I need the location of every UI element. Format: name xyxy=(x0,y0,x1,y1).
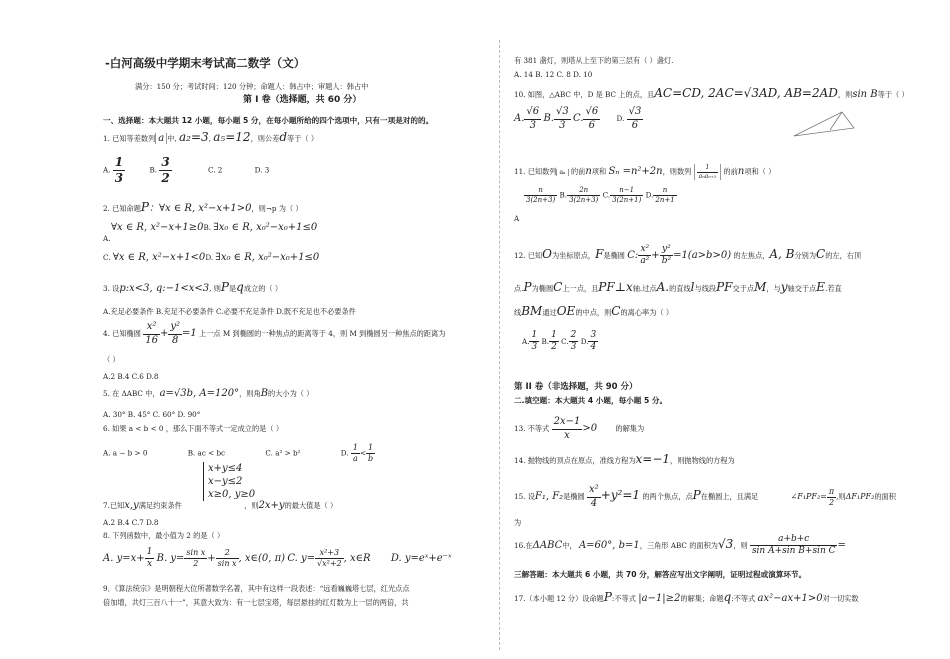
part1-heading: 第 I 卷（选择题，共 60 分） xyxy=(243,95,362,105)
question-7: 7.已知x,y满足约束条件 ，则2x+y的最大值是（ ） xyxy=(103,500,338,511)
question-11-options: $\frac{n}{3(2n+3)}$ B. $\frac{2n}{3(2n+3)}$ C. $\frac{n-1}{3(2n+1)}$ D. $\frac{n}{2n+1}$ xyxy=(526,186,675,204)
question-2-options-cd: C. ∀x ∈ R, x²−x+1<0D. ∃x₀ ∈ R, x₀²−x₀+1≤0 xyxy=(103,252,320,263)
part2-heading: 第 II 卷（非选择题，共 90 分） xyxy=(514,382,638,392)
question-12-line-1: 12. 已知O为坐标原点，F是椭圆 C: $\frac{\text{x²}}{\text{a²}}$ + $\frac{\text{y²}}{\text{b²}}$ =1(a>b>0) 的左焦点，A, B分别为C的左，右顶 xyxy=(514,244,862,267)
question-11-label-a: A xyxy=(514,214,520,223)
question-8-options: A. y=x+ $\frac{1}{x}$ B. y= $\frac{\text{sin x}}{2}$ + $\frac{2}{\text{sin x}}$ , x∈(0, π) C. y= $\frac{\text{x²+3}}{\text{√x²+2}}$ , x∈R D. y=eˣ+e⁻ˣ xyxy=(103,547,452,570)
question-9-line-2: 倍加增，共灯三百八十一”，其意大致为：有一七层宝塔，每层悬挂的红灯数为上一层的两倍，共 xyxy=(103,598,409,607)
question-3: 3. 设p:x<3, q:−1<x<3, 则P是q成立的（ ） xyxy=(103,280,283,294)
question-4-blank: （ ） xyxy=(103,355,120,364)
section1-heading: 一、选择题：本大题共 12 小题，每小题 5 分，在每小题所给的四个选项中，只有一项是对的的。 xyxy=(103,116,434,125)
question-7-system: x+y≤4 x−y≤2 x≥0, y≥0 xyxy=(203,462,255,501)
question-6: 6. 如果 a < b < 0 ，那么下面不等式一定成立的是（ ） xyxy=(103,424,284,433)
column-divider xyxy=(499,40,500,650)
question-15: 15. 设F₁, F₂是椭圆 $\frac{\text{x²}}{4}$ +y²=1 的两个焦点，点P在椭圆上，且满足 ∠F₁PF₂= $\frac{\pi}{2}$ ,则ΔF₁PF₂的面积 xyxy=(514,484,896,509)
question-14: 14. 抛物线的顶点在原点，准线方程为x=−1，则抛物线的方程为 xyxy=(514,452,735,466)
exam-meta: 满分：150 分；考试时间：120 分钟；命题人：韩占中；审题人：韩占中 xyxy=(135,82,369,91)
question-8: 8. 下列函数中，最小值为 2 的是（ ） xyxy=(103,531,225,540)
question-15-line-2: 为 xyxy=(514,518,522,527)
question-9-line-3: 有 381 盏灯，则塔从上至下的第三层有（ ）盏灯. xyxy=(514,56,674,65)
question-4: 4. 已知椭圆 $\frac{\text{x²}}{16}$ + $\frac{\text{y²}}{8}$ =1 上一点 M 到椭圆的一种焦点的距离等于 4，则 M 到椭圆另一种焦点的距离为 xyxy=(103,321,446,346)
question-1-options: A. $\frac{1}{3}$ B. $\frac{3}{2}$ C. 2 D. 3 xyxy=(103,155,270,185)
question-11: 11. 已知数列 aₙ 的前n项和 Sₙ =n²+2n，则数列 $\frac{1}{\text{aₙaₙ₊₁}}$ 的前n项和（ ） xyxy=(514,164,776,180)
question-5: 5. 在 ΔABC 中，a=√3b, A=120°，则角B的大小为（ ） xyxy=(103,388,314,399)
triangle-abc xyxy=(794,112,854,136)
triangle-figure xyxy=(792,110,856,140)
question-4-options: A.2 B.4 C.6 D.8 xyxy=(103,372,159,381)
question-9-line-1: 9．《算法统宗》是明朝程大位所著数学名著，其中有这样一段表述：“远看巍巍塔七层，红光点点 xyxy=(103,584,410,593)
exam-title: -白河高级中学期末考试高二数学（文） xyxy=(105,56,306,70)
question-6-options: A. a − b > 0 B. ac < bc C. a² > b² D. $\frac{1}{a}$ < $\frac{1}{b}$ xyxy=(103,443,374,463)
question-2-options-ab: ∀x ∈ R, x²−x+1≥0B. ∃x₀ ∈ R, x₀²−x₀+1≤0 xyxy=(111,222,318,233)
question-7-options: A.2 B.4 C.7 D.8 xyxy=(103,518,159,527)
question-2-label-a: A. xyxy=(103,234,111,243)
question-13: 13. 不等式 $\frac{2x-1}{x}$ >0 的解集为 xyxy=(514,416,645,441)
question-3-options: A.充足必要条件 B.充足不必要条件 C.必要不充足条件 D.既不充足也不必要条件 xyxy=(103,307,356,316)
question-10-options: A. $\frac{√6}{3}$ B. $\frac{√3}{3}$ C. $\frac{√6}{6}$ D. $\frac{√3}{6}$ xyxy=(514,106,642,131)
question-12-options: A. $\frac{1}{3}$ B. $\frac{1}{2}$ C. $\frac{2}{3}$ D. $\frac{3}{4}$ xyxy=(522,330,597,353)
question-2: 2. 已知命题P：∀x ∈ R, x²−x+1>0，则¬p 为（ ） xyxy=(103,200,303,214)
question-1: 1. 已知等差数列 a 中, a₂=3, a₅=12，则公差d等于（ ） xyxy=(103,130,319,144)
question-16: 16.在ΔABC中， A=60°, b=1，三角形 ABC 的面积为√3，则 $\frac{a+b+c}{\text{sin A+sin B+sin C}}$ = xyxy=(514,534,846,557)
question-12-line-3: 线BM通过OE的中点，则C的离心率为（ ） xyxy=(514,304,674,318)
question-5-options: A. 30° B. 45° C. 60° D. 90° xyxy=(103,410,201,419)
section3-heading: 三解答题：本大题共 6 小题，共 70 分，解答应写出文字阐明，证明过程或演算环节。 xyxy=(514,570,807,579)
question-17: 17.（本小题 12 分）设命题P:不等式 |a−1|≥2的解集；命题q:不等式 ax²−ax+1>0对一切实数 xyxy=(514,590,859,604)
question-9-options: A. 14 B. 12 C. 8 D. 10 xyxy=(514,70,593,79)
section2-heading: 二.填空题：本大题共 4 小题，每小题 5 分。 xyxy=(514,396,668,405)
question-12-line-2: 点.P为椭圆C上一点，且PF⊥x轴.过点A.的直线l与线段PF交于点M，与y轴交于点E.若直 xyxy=(514,280,842,294)
question-10: 10. 如图，△ABC 中，D 是 BC 上的点，且AC=CD, 2AC=√3AD, AB=2AD，则sin B等于（ ） xyxy=(514,86,909,100)
